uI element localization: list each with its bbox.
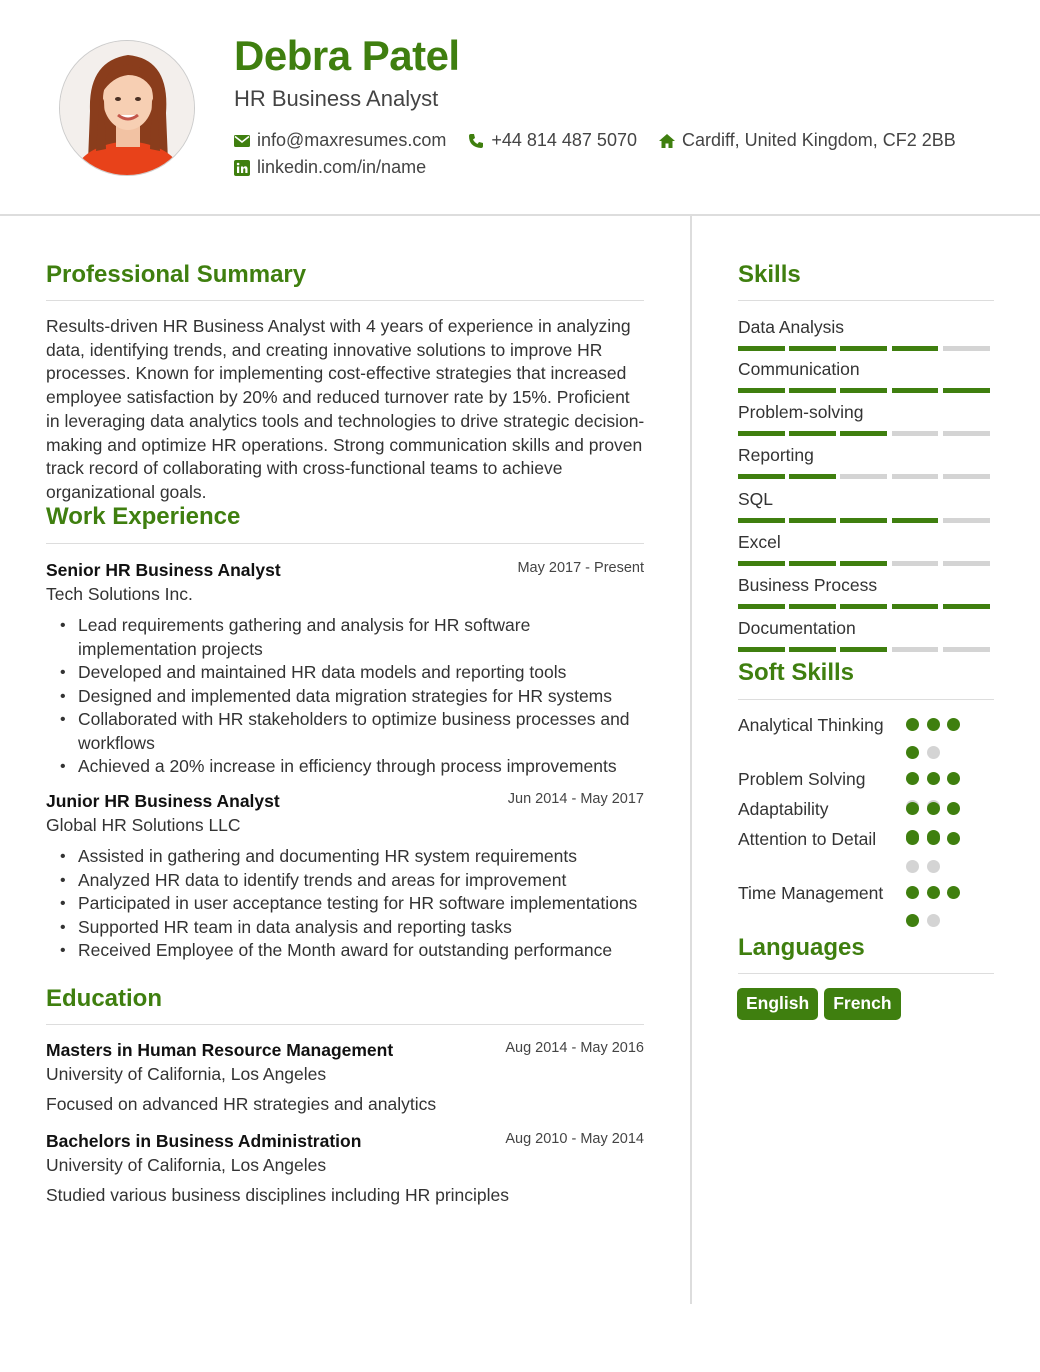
soft-skill-dot — [947, 718, 960, 731]
skill-name: Reporting — [738, 445, 814, 465]
job-bullet: • Assisted in gathering and documenting HR system requirements — [46, 845, 644, 869]
skill-level-segment — [943, 474, 990, 479]
degree-title: Bachelors in Business Administration — [46, 1131, 362, 1151]
soft-skills-rule — [738, 699, 994, 700]
soft-skill-dot — [906, 746, 919, 759]
summary-rule — [46, 300, 644, 301]
skill-level-segment — [738, 388, 785, 393]
education-description: Studied various business disciplines including HR principles — [46, 1185, 510, 1205]
soft-skill-dot — [906, 772, 919, 785]
school-name: University of California, Los Angeles — [46, 1064, 327, 1084]
linkedin-icon — [234, 160, 250, 176]
skill-name: Problem-solving — [738, 402, 864, 422]
experience-heading: Work Experience — [46, 503, 241, 530]
soft-skill-name: Attention to Detail — [738, 829, 877, 849]
contact-row-2 — [234, 157, 448, 178]
soft-skill-item — [738, 827, 994, 851]
skill-name: Documentation — [738, 618, 856, 638]
soft-skill-dot — [906, 718, 919, 731]
skill-level-segment — [840, 604, 887, 609]
skill-name: Communication — [738, 359, 860, 379]
school-name: University of California, Los Angeles — [46, 1155, 327, 1175]
skill-name: Excel — [738, 532, 781, 552]
job-title: Junior HR Business Analyst — [46, 791, 280, 811]
home-icon — [659, 133, 675, 149]
soft-skill-dot — [947, 772, 960, 785]
soft-skill-dot — [927, 886, 940, 899]
phone-text: +44 814 487 5070 — [491, 130, 637, 150]
skill-level-segment — [840, 518, 887, 523]
soft-skill-dot — [906, 860, 919, 873]
soft-skill-dot — [947, 832, 960, 845]
skill-level-bar — [738, 346, 994, 351]
skill-level-segment — [892, 647, 939, 652]
job-entry — [46, 560, 644, 779]
education-heading: Education — [46, 985, 163, 1012]
profile-photo — [60, 41, 195, 176]
soft-skill-dot — [906, 886, 919, 899]
skill-item — [738, 532, 994, 566]
soft-skill-dots — [906, 713, 986, 769]
skill-level-segment — [892, 346, 939, 351]
candidate-name: Debra Patel — [234, 32, 460, 79]
skill-level-segment — [943, 647, 990, 652]
education-date: Aug 2014 - May 2016 — [505, 1040, 644, 1056]
job-bullet: • Designed and implemented data migration strategies for HR systems — [46, 685, 644, 709]
contact-row — [234, 130, 978, 151]
skill-level-segment — [738, 518, 785, 523]
skill-level-bar — [738, 647, 994, 652]
skill-item — [738, 317, 994, 351]
skill-name: Business Process — [738, 575, 878, 595]
job-date: Jun 2014 - May 2017 — [507, 791, 644, 807]
skills-rule — [738, 300, 994, 301]
contact-linkedin[interactable] — [234, 157, 426, 178]
soft-skill-name: Problem Solving — [738, 769, 866, 789]
soft-skill-dot — [927, 860, 940, 873]
job-bullets — [46, 614, 644, 779]
soft-skill-item — [738, 713, 994, 737]
skill-level-bar — [738, 604, 994, 609]
job-entry — [46, 791, 644, 963]
skill-level-bar — [738, 388, 994, 393]
skill-level-segment — [943, 604, 990, 609]
job-bullet: • Participated in user acceptance testing for HR software implementations — [46, 892, 644, 916]
skill-level-segment — [892, 518, 939, 523]
soft-skills-heading: Soft Skills — [738, 659, 855, 686]
contact-email[interactable] — [234, 130, 446, 151]
language-tag: English — [737, 988, 818, 1020]
job-bullet: • Achieved a 20% increase in efficiency through process improvements — [46, 755, 644, 779]
job-bullet: • Collaborated with HR stakeholders to optimize business processes and workflows — [46, 708, 644, 755]
job-bullet: • Developed and maintained HR data models and reporting tools — [46, 661, 644, 685]
soft-skill-dot — [947, 886, 960, 899]
job-title: Senior HR Business Analyst — [46, 560, 281, 580]
degree-title: Masters in Human Resource Management — [46, 1040, 394, 1060]
skill-level-segment — [840, 388, 887, 393]
education-entry — [46, 1131, 644, 1206]
job-bullet: • Analyzed HR data to identify trends and areas for improvement — [46, 869, 644, 893]
skill-level-segment — [943, 431, 990, 436]
skill-level-segment — [840, 346, 887, 351]
address-text: Cardiff, United Kingdom, CF2 2BB — [681, 130, 956, 150]
summary-heading: Professional Summary — [46, 261, 307, 288]
skill-level-segment — [840, 647, 887, 652]
skill-level-segment — [789, 431, 836, 436]
column-divider — [690, 216, 692, 1304]
soft-skill-item — [738, 881, 994, 905]
language-tag: French — [824, 988, 900, 1020]
skill-level-segment — [789, 561, 836, 566]
skill-level-segment — [789, 388, 836, 393]
skill-level-segment — [738, 647, 785, 652]
job-bullet: • Supported HR team in data analysis and reporting tasks — [46, 916, 644, 940]
soft-skill-dots — [906, 827, 986, 883]
soft-skill-name: Time Management — [738, 883, 884, 903]
avatar — [59, 40, 195, 176]
skill-level-bar — [738, 518, 994, 523]
skill-level-segment — [892, 561, 939, 566]
skill-level-bar — [738, 561, 994, 566]
soft-skill-dot — [927, 832, 940, 845]
job-bullet: • Lead requirements gathering and analysis for HR software implementation projects — [46, 614, 644, 661]
skill-level-segment — [789, 346, 836, 351]
skill-level-segment — [943, 561, 990, 566]
education-rule — [46, 1024, 644, 1025]
soft-skill-dot — [906, 832, 919, 845]
skill-name: Data Analysis — [738, 317, 845, 337]
skills-heading: Skills — [738, 261, 801, 288]
job-company: Tech Solutions Inc. — [46, 584, 193, 604]
skill-level-segment — [738, 431, 785, 436]
skill-level-segment — [892, 604, 939, 609]
soft-skill-dot — [947, 802, 960, 815]
skill-level-segment — [789, 518, 836, 523]
phone-icon — [468, 133, 484, 149]
skill-level-segment — [943, 518, 990, 523]
contact-address — [659, 130, 956, 151]
soft-skill-name: Analytical Thinking — [738, 715, 884, 735]
skill-name: SQL — [738, 489, 774, 509]
linkedin-text: linkedin.com/in/name — [257, 157, 427, 177]
soft-skill-item — [738, 797, 994, 821]
summary-text: Results-driven HR Business Analyst with 4 years of experience in analyzing data, identifying trends, and creating innovative solutions to improve HR processes. Known for implementing cost-effective strategies that increased employee satisfaction by 20% and reduced turnover rate by 15%. Proficient in leveraging data analytics tools and technologies to drive strategic decision-making and optimize HR operations. Strong communication skills and proven track record of collaborating with cross-functional teams to achieve organizational goals. — [46, 316, 645, 502]
skill-level-segment — [840, 474, 887, 479]
education-description: Focused on advanced HR strategies and analytics — [46, 1094, 437, 1114]
skill-item — [738, 489, 994, 523]
languages-heading: Languages — [738, 934, 865, 961]
job-bullets — [46, 845, 644, 963]
resume-header — [0, 0, 1040, 216]
education-entry — [46, 1040, 644, 1115]
soft-skill-dot — [906, 802, 919, 815]
skill-level-segment — [738, 474, 785, 479]
soft-skill-dot — [927, 746, 940, 759]
soft-skill-dot — [927, 802, 940, 815]
skill-item — [738, 575, 994, 609]
skill-item — [738, 618, 994, 652]
language-tags — [737, 988, 907, 1020]
skill-level-segment — [738, 604, 785, 609]
skill-item — [738, 359, 994, 393]
skill-level-segment — [943, 346, 990, 351]
job-company: Global HR Solutions LLC — [46, 815, 241, 835]
skill-level-segment — [943, 388, 990, 393]
job-bullet: • Received Employee of the Month award for outstanding performance — [46, 939, 644, 963]
skill-level-segment — [789, 604, 836, 609]
candidate-title: HR Business Analyst — [234, 86, 439, 111]
soft-skill-dots — [906, 881, 986, 937]
email-text: info@maxresumes.com — [257, 130, 447, 150]
skill-level-segment — [738, 346, 785, 351]
soft-skill-name: Adaptability — [738, 799, 829, 819]
skill-level-segment — [892, 474, 939, 479]
soft-skill-dot — [906, 914, 919, 927]
education-date: Aug 2010 - May 2014 — [505, 1131, 644, 1147]
skill-level-segment — [892, 388, 939, 393]
skill-level-segment — [892, 431, 939, 436]
skill-level-bar — [738, 431, 994, 436]
skill-level-segment — [738, 561, 785, 566]
soft-skill-dot — [927, 914, 940, 927]
languages-rule — [738, 973, 994, 974]
experience-rule — [46, 543, 644, 544]
soft-skill-dot — [927, 772, 940, 785]
skill-level-segment — [840, 561, 887, 566]
skill-item — [738, 402, 994, 436]
soft-skill-item — [738, 767, 994, 791]
contact-phone[interactable] — [468, 130, 637, 151]
skill-level-segment — [789, 474, 836, 479]
skill-level-segment — [840, 431, 887, 436]
envelope-icon — [234, 133, 250, 149]
job-date: May 2017 - Present — [517, 560, 644, 576]
skill-level-segment — [789, 647, 836, 652]
soft-skill-dot — [927, 718, 940, 731]
skill-item — [738, 445, 994, 479]
skill-level-bar — [738, 474, 994, 479]
